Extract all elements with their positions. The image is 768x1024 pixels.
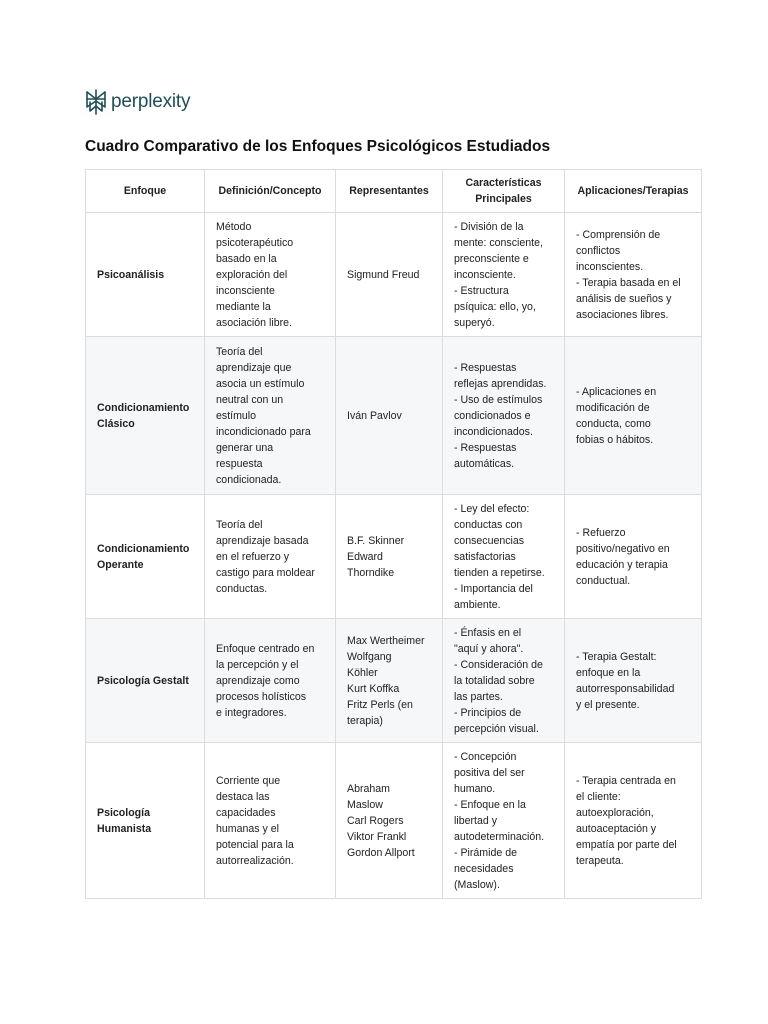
- cell-representatives: Abraham Maslow Carl Rogers Viktor Frankl Gordon Allport: [336, 743, 443, 899]
- cell-representatives: Max Wertheimer Wolfgang Köhler Kurt Koffka Fritz Perls (en terapia): [336, 619, 443, 743]
- table-row: [86, 213, 702, 337]
- brand-name: perplexity: [111, 91, 191, 112]
- cell-approach: Condicionamiento Operante: [86, 495, 205, 619]
- cell-representatives: B.F. Skinner Edward Thorndike: [336, 495, 443, 619]
- cell-applications: - Terapia Gestalt: enfoque en la autorresponsabilidad y el presente.: [565, 619, 702, 743]
- cell-applications: - Terapia centrada en el cliente: autoexploración, autoaceptación y empatía por parte del terapeuta.: [565, 743, 702, 899]
- header-enfoque: Enfoque: [86, 170, 205, 213]
- cell-applications: - Aplicaciones en modificación de conducta, como fobias o hábitos.: [565, 337, 702, 495]
- cell-approach: Psicoanálisis: [86, 213, 205, 337]
- cell-characteristics: - Énfasis en el "aquí y ahora". - Consideración de la totalidad sobre las partes. - Principios de percepción visual.: [443, 619, 565, 743]
- comparison-table: [85, 169, 702, 899]
- cell-definition: Teoría del aprendizaje basada en el refuerzo y castigo para moldear conductas.: [205, 495, 336, 619]
- header-definicion: Definición/Concepto: [205, 170, 336, 213]
- cell-definition: Teoría del aprendizaje que asocia un estímulo neutral con un estímulo incondicionado para generar una respuesta condicionada.: [205, 337, 336, 495]
- header-caracteristicas: Características Principales: [443, 170, 565, 213]
- cell-characteristics: - División de la mente: consciente, preconsciente e inconsciente. - Estructura psíquica: ello, yo, superyó.: [443, 213, 565, 337]
- cell-definition: Método psicoterapéutico basado en la exploración del inconsciente mediante la asociación libre.: [205, 213, 336, 337]
- header-aplicaciones: Aplicaciones/Terapias: [565, 170, 702, 213]
- cell-approach: Condicionamiento Clásico: [86, 337, 205, 495]
- cell-characteristics: - Ley del efecto: conductas con consecuencias satisfactorias tienden a repetirse. - Importancia del ambiente.: [443, 495, 565, 619]
- table-row: [86, 743, 702, 899]
- cell-representatives: Sigmund Freud: [336, 213, 443, 337]
- cell-applications: - Comprensión de conflictos inconscientes. - Terapia basada en el análisis de sueños y asociaciones libres.: [565, 213, 702, 337]
- cell-approach: Psicología Humanista: [86, 743, 205, 899]
- cell-applications: - Refuerzo positivo/negativo en educación y terapia conductual.: [565, 495, 702, 619]
- cell-representatives: Iván Pavlov: [336, 337, 443, 495]
- cell-definition: Corriente que destaca las capacidades humanas y el potencial para la autorrealización.: [205, 743, 336, 899]
- cell-characteristics: - Concepción positiva del ser humano. - Enfoque en la libertad y autodeterminación. - Pirámide de necesidades (Maslow).: [443, 743, 565, 899]
- cell-characteristics: - Respuestas reflejas aprendidas. - Uso de estímulos condicionados e incondicionados. - Respuestas automáticas.: [443, 337, 565, 495]
- table-row: [86, 495, 702, 619]
- page-title: Cuadro Comparativo de los Enfoques Psicológicos Estudiados: [85, 138, 551, 155]
- table-row: [86, 337, 702, 495]
- brand-logo: [85, 89, 190, 115]
- cell-definition: Enfoque centrado en la percepción y el aprendizaje como procesos holísticos e integradores.: [205, 619, 336, 743]
- cell-approach: Psicología Gestalt: [86, 619, 205, 743]
- table-row: [86, 619, 702, 743]
- table-header-row: [86, 170, 702, 213]
- perplexity-logo-icon: [85, 89, 107, 115]
- header-representantes: Representantes: [336, 170, 443, 213]
